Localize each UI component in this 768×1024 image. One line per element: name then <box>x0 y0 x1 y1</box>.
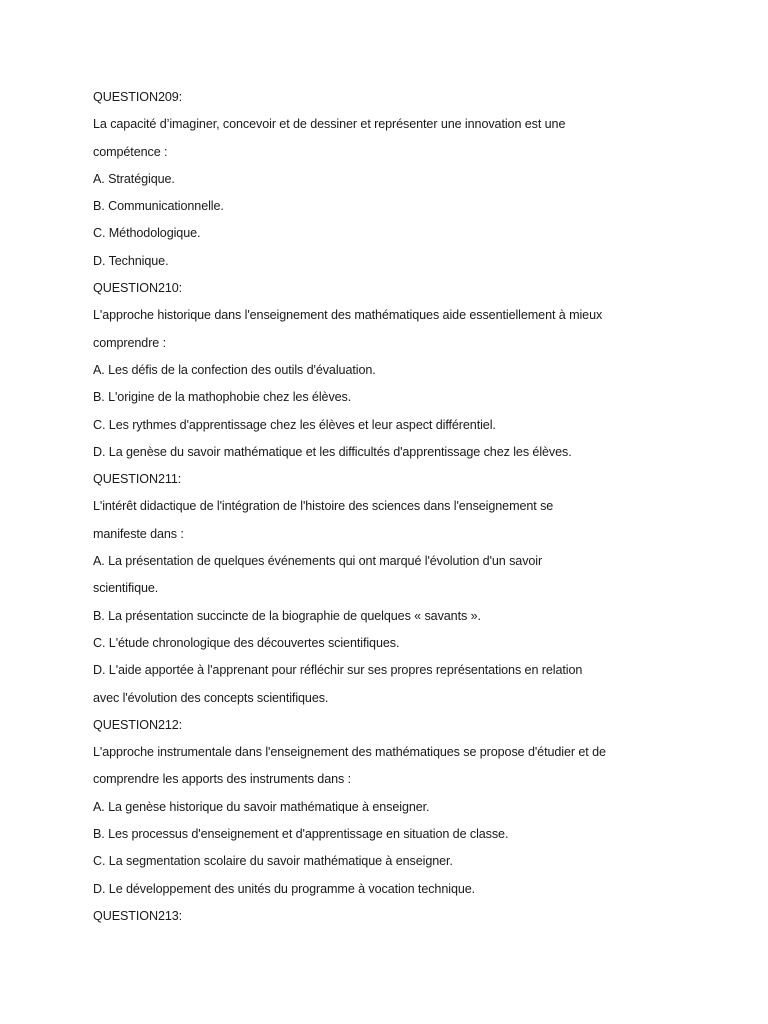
question-stem-line: La capacité d’imaginer, concevoir et de dessiner et représenter une innovation est une <box>93 117 566 132</box>
answer-option-c: C. L'étude chronologique des découvertes scientifiques. <box>93 635 400 650</box>
answer-option-a: A. Les défis de la confection des outils d'évaluation. <box>93 362 376 377</box>
question-block <box>93 903 653 930</box>
answer-option-a: A. La genèse historique du savoir mathématique à enseigner. <box>93 799 430 814</box>
answer-option-a: A. La présentation de quelques événements qui ont marqué l'évolution d'un savoir <box>93 554 543 569</box>
question-stem-line: comprendre les apports des instruments dans : <box>93 772 352 787</box>
question-stem-line: compétence : <box>93 144 168 159</box>
answer-option-d-continued: avec l'évolution des concepts scientifiques. <box>93 690 329 705</box>
question-stem-line: L'intérêt didactique de l'intégration de l'histoire des sciences dans l'enseignement se <box>93 499 554 514</box>
question-block <box>93 275 653 466</box>
answer-option-b: B. Communicationnelle. <box>93 199 224 214</box>
question-heading: QUESTION211: <box>93 472 182 487</box>
answer-option-b: B. La présentation succincte de la biographie de quelques « savants ». <box>93 608 481 623</box>
question-stem-line: L'approche historique dans l'enseignement des mathématiques aide essentiellement à mieux <box>93 308 603 323</box>
question-heading: QUESTION210: <box>93 281 183 296</box>
answer-option-b: B. Les processus d'enseignement et d'apprentissage en situation de classe. <box>93 827 509 842</box>
question-heading: QUESTION209: <box>93 90 183 104</box>
answer-option-a-continued: scientifique. <box>93 581 159 596</box>
question-stem-line: comprendre : <box>93 335 166 350</box>
answer-option-d: D. Technique. <box>93 253 169 268</box>
answer-option-d: D. L'aide apportée à l'apprenant pour réfléchir sur ses propres représentations en relation <box>93 663 583 678</box>
answer-option-c: C. Les rythmes d'apprentissage chez les élèves et leur aspect différentiel. <box>93 417 496 432</box>
answer-option-a: A. Stratégique. <box>93 171 175 186</box>
question-heading: QUESTION212: <box>93 717 183 732</box>
question-heading: QUESTION213: <box>93 908 183 923</box>
answer-option-c: C. La segmentation scolaire du savoir mathématique à enseigner. <box>93 854 453 869</box>
question-block <box>93 466 653 712</box>
question-stem-line: L'approche instrumentale dans l'enseignement des mathématiques se propose d'étudier et de <box>93 745 606 760</box>
answer-option-d: D. Le développement des unités du programme à vocation technique. <box>93 881 476 896</box>
document-page <box>93 84 653 930</box>
answer-option-d: D. La genèse du savoir mathématique et les difficultés d'apprentissage chez les élèves. <box>93 444 572 459</box>
question-stem-line: manifeste dans : <box>93 526 184 541</box>
question-block <box>93 84 653 275</box>
answer-option-c: C. Méthodologique. <box>93 226 201 241</box>
question-block <box>93 712 653 903</box>
answer-option-b: B. L'origine de la mathophobie chez les élèves. <box>93 390 352 405</box>
